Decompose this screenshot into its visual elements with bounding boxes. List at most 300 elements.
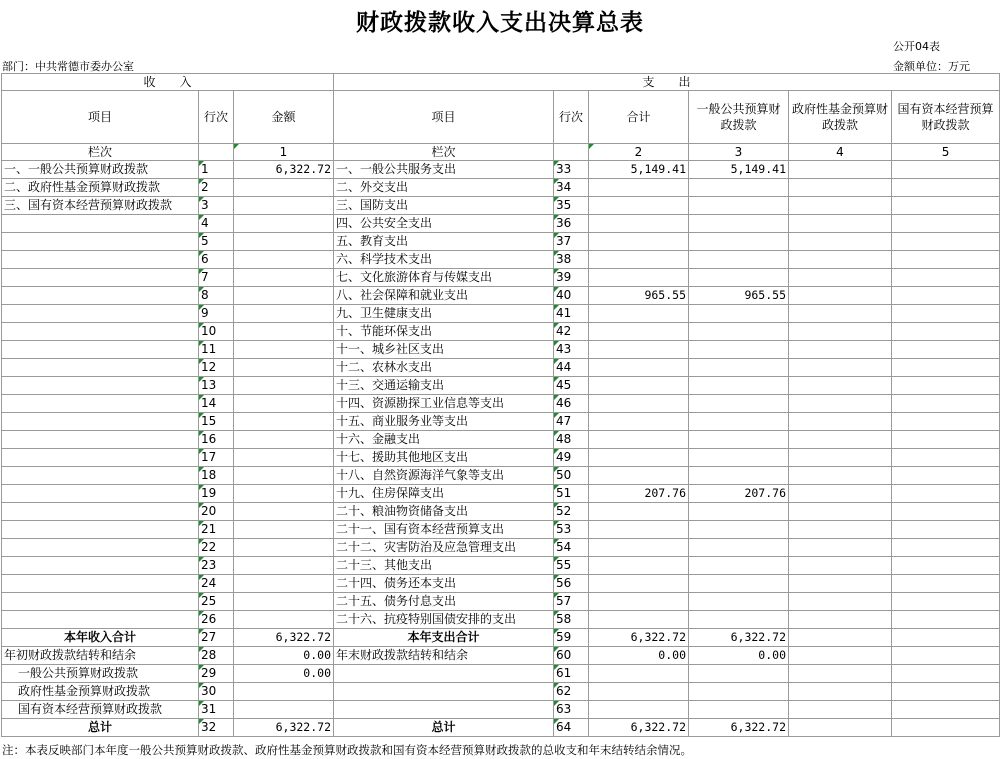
table-row [2, 503, 1000, 521]
income-line-no: 17 [199, 449, 234, 467]
income-line-no: 31 [199, 701, 234, 719]
expense-gpb: 965.55 [689, 287, 789, 305]
expense-gfb [789, 611, 892, 629]
expense-item: 二十、粮油物资储备支出 [334, 503, 554, 521]
expense-soc [892, 233, 1000, 251]
expense-total: 207.76 [589, 485, 689, 503]
expense-gfb [789, 593, 892, 611]
income-amount [234, 449, 334, 467]
income-line-no: 19 [199, 485, 234, 503]
expense-gpb [689, 323, 789, 341]
income-line-no: 9 [199, 305, 234, 323]
income-amount [234, 377, 334, 395]
income-amount [234, 593, 334, 611]
expense-line-no: 47 [554, 413, 589, 431]
expense-gpb [689, 683, 789, 701]
expense-soc [892, 485, 1000, 503]
expense-gfb [789, 395, 892, 413]
income-line-no: 32 [199, 719, 234, 737]
page-title: 财政拨款收入支出决算总表 [356, 10, 644, 36]
expense-item: 十三、交通运输支出 [334, 377, 554, 395]
expense-total [589, 251, 689, 269]
expense-total [589, 431, 689, 449]
income-item [2, 467, 199, 485]
table-row [2, 323, 1000, 341]
expense-total: 5,149.41 [589, 161, 689, 179]
expense-total [589, 557, 689, 575]
expense-soc [892, 629, 1000, 647]
income-amount: 0.00 [234, 647, 334, 665]
expense-gpb [689, 215, 789, 233]
expense-soc [892, 503, 1000, 521]
income-line-no: 27 [199, 629, 234, 647]
expense-soc [892, 323, 1000, 341]
income-item [2, 431, 199, 449]
expense-line-no: 36 [554, 215, 589, 233]
income-amount [234, 413, 334, 431]
expense-line-no: 57 [554, 593, 589, 611]
expense-soc [892, 611, 1000, 629]
expense-line-no: 51 [554, 485, 589, 503]
income-amount [234, 395, 334, 413]
income-line-no: 14 [199, 395, 234, 413]
income-amount [234, 485, 334, 503]
expense-total [589, 701, 689, 719]
income-amount [234, 287, 334, 305]
income-line-no: 12 [199, 359, 234, 377]
income-item: 年初财政拨款结转和结余 [2, 647, 199, 665]
expense-total [589, 269, 689, 287]
expense-total [589, 179, 689, 197]
expense-total [589, 593, 689, 611]
expense-gpb [689, 539, 789, 557]
expense-line-no: 37 [554, 233, 589, 251]
expense-gfb [789, 575, 892, 593]
income-line-no: 7 [199, 269, 234, 287]
income-item [2, 233, 199, 251]
expense-gpb [689, 305, 789, 323]
income-item: 三、国有资本经营预算财政拨款 [2, 197, 199, 215]
expense-total [589, 683, 689, 701]
income-amount-header: 金额 [234, 91, 334, 144]
expense-gpb [689, 593, 789, 611]
expense-total: 965.55 [589, 287, 689, 305]
income-item: 二、政府性基金预算财政拨款 [2, 179, 199, 197]
expense-gfb [789, 557, 892, 575]
col-num-2: 2 [589, 144, 689, 161]
expense-gfb [789, 521, 892, 539]
expense-gpb [689, 575, 789, 593]
department-label: 部门：中共常德市委办公室 [2, 60, 134, 73]
expense-gfb [789, 413, 892, 431]
income-item [2, 413, 199, 431]
expense-soc [892, 521, 1000, 539]
income-item: 政府性基金预算财政拨款 [2, 683, 199, 701]
income-item-header: 项目 [2, 91, 199, 144]
income-line-no: 8 [199, 287, 234, 305]
expense-gpb [689, 251, 789, 269]
income-amount [234, 359, 334, 377]
expense-line-no: 50 [554, 467, 589, 485]
income-item [2, 485, 199, 503]
expense-item: 五、教育支出 [334, 233, 554, 251]
expense-line-no: 59 [554, 629, 589, 647]
income-line-no: 26 [199, 611, 234, 629]
income-amount: 6,322.72 [234, 161, 334, 179]
expense-gfb [789, 287, 892, 305]
fiscal-appropriation-table [1, 73, 1000, 737]
income-item [2, 395, 199, 413]
table-row [2, 485, 1000, 503]
table-row [2, 215, 1000, 233]
expense-gfb [789, 647, 892, 665]
footnote: 注：本表反映部门本年度一般公共预算财政拨款、政府性基金预算财政拨款和国有资本经营预算财政拨款的总收支和年末结转结余情况。 [2, 743, 692, 757]
expense-total [589, 611, 689, 629]
expense-gpb [689, 701, 789, 719]
table-row [2, 179, 1000, 197]
table-row [2, 251, 1000, 269]
expense-line-no: 64 [554, 719, 589, 737]
expense-gfb [789, 215, 892, 233]
expense-gpb [689, 557, 789, 575]
expense-soc [892, 449, 1000, 467]
table-row [2, 449, 1000, 467]
expense-item: 七、文化旅游体育与传媒支出 [334, 269, 554, 287]
expense-line-no: 46 [554, 395, 589, 413]
expense-line-no: 54 [554, 539, 589, 557]
income-item [2, 557, 199, 575]
table-row [2, 287, 1000, 305]
expense-line-no: 55 [554, 557, 589, 575]
expense-total [589, 413, 689, 431]
income-amount: 6,322.72 [234, 719, 334, 737]
income-item [2, 593, 199, 611]
expense-line-no: 56 [554, 575, 589, 593]
income-item: 国有资本经营预算财政拨款 [2, 701, 199, 719]
column-row-label: 栏次 [334, 144, 554, 161]
expense-item: 十二、农林水支出 [334, 359, 554, 377]
expense-gpb: 5,149.41 [689, 161, 789, 179]
expense-total [589, 197, 689, 215]
expense-item: 九、卫生健康支出 [334, 305, 554, 323]
col-num-3: 3 [689, 144, 789, 161]
income-amount [234, 269, 334, 287]
table-row [2, 593, 1000, 611]
income-line-no: 16 [199, 431, 234, 449]
expense-line-no: 49 [554, 449, 589, 467]
expense-soc [892, 683, 1000, 701]
expense-item: 十七、援助其他地区支出 [334, 449, 554, 467]
table-row [2, 197, 1000, 215]
income-line-no: 4 [199, 215, 234, 233]
income-item [2, 611, 199, 629]
expense-gpb [689, 341, 789, 359]
expense-gfb [789, 197, 892, 215]
income-amount [234, 305, 334, 323]
table-row [2, 665, 1000, 683]
table-row [2, 359, 1000, 377]
expense-line-no: 45 [554, 377, 589, 395]
expense-line-no: 61 [554, 665, 589, 683]
expense-gpb [689, 611, 789, 629]
expense-gfb [789, 719, 892, 737]
expense-soc [892, 251, 1000, 269]
expense-line-no: 34 [554, 179, 589, 197]
expense-header: 支 出 [334, 74, 1000, 91]
table-row [2, 647, 1000, 665]
table-row [2, 683, 1000, 701]
income-item [2, 503, 199, 521]
expense-gfb [789, 323, 892, 341]
table-row [2, 467, 1000, 485]
expense-gpb [689, 665, 789, 683]
expense-item: 二十五、债务付息支出 [334, 593, 554, 611]
expense-line-no: 43 [554, 341, 589, 359]
expense-item: 年末财政拨款结转和结余 [334, 647, 554, 665]
income-amount [234, 539, 334, 557]
income-amount: 6,322.72 [234, 629, 334, 647]
expense-line-no: 39 [554, 269, 589, 287]
expense-gpb: 6,322.72 [689, 719, 789, 737]
table-row [2, 233, 1000, 251]
expense-line-no: 41 [554, 305, 589, 323]
expense-item: 总计 [334, 719, 554, 737]
expense-soc [892, 287, 1000, 305]
income-line-no: 21 [199, 521, 234, 539]
income-item [2, 269, 199, 287]
income-amount [234, 521, 334, 539]
expense-gfb [789, 161, 892, 179]
table-row [2, 269, 1000, 287]
income-amount [234, 341, 334, 359]
expense-line-no: 35 [554, 197, 589, 215]
income-amount: 0.00 [234, 665, 334, 683]
expense-item: 十、节能环保支出 [334, 323, 554, 341]
expense-gfb [789, 341, 892, 359]
expense-gfb [789, 449, 892, 467]
expense-total [589, 467, 689, 485]
expense-soc [892, 665, 1000, 683]
expense-item: 十九、住房保障支出 [334, 485, 554, 503]
income-item [2, 521, 199, 539]
expense-total: 0.00 [589, 647, 689, 665]
expense-total: 6,322.72 [589, 629, 689, 647]
expense-gfb [789, 233, 892, 251]
table-row [2, 629, 1000, 647]
income-item [2, 359, 199, 377]
income-line-no: 1 [199, 161, 234, 179]
income-line-no: 10 [199, 323, 234, 341]
expense-total: 6,322.72 [589, 719, 689, 737]
table-row [2, 521, 1000, 539]
expense-line-no: 62 [554, 683, 589, 701]
expense-total [589, 233, 689, 251]
income-line-no: 29 [199, 665, 234, 683]
gpb-header: 一般公共预算财政拨款 [689, 91, 789, 144]
expense-gfb [789, 701, 892, 719]
expense-item: 八、社会保障和就业支出 [334, 287, 554, 305]
expense-line-header: 行次 [554, 91, 589, 144]
expense-line-no: 53 [554, 521, 589, 539]
expense-line-no: 48 [554, 431, 589, 449]
expense-line-no: 44 [554, 359, 589, 377]
expense-item: 一、一般公共服务支出 [334, 161, 554, 179]
expense-total [589, 539, 689, 557]
expense-gpb [689, 413, 789, 431]
expense-gfb [789, 485, 892, 503]
table-row [2, 305, 1000, 323]
expense-gfb [789, 305, 892, 323]
expense-soc [892, 557, 1000, 575]
expense-gfb [789, 467, 892, 485]
income-item [2, 305, 199, 323]
expense-gpb [689, 395, 789, 413]
income-item: 一般公共预算财政拨款 [2, 665, 199, 683]
expense-total [589, 575, 689, 593]
table-row [2, 413, 1000, 431]
expense-line-no: 38 [554, 251, 589, 269]
expense-total [589, 323, 689, 341]
table-row [2, 341, 1000, 359]
expense-item: 十四、资源勘探工业信息等支出 [334, 395, 554, 413]
expense-soc [892, 593, 1000, 611]
total-header: 合计 [589, 91, 689, 144]
income-amount [234, 215, 334, 233]
expense-item: 六、科学技术支出 [334, 251, 554, 269]
expense-gpb: 0.00 [689, 647, 789, 665]
income-amount [234, 503, 334, 521]
expense-soc [892, 395, 1000, 413]
expense-soc [892, 413, 1000, 431]
income-item [2, 575, 199, 593]
expense-line-no: 40 [554, 287, 589, 305]
income-item [2, 251, 199, 269]
income-item: 一、一般公共预算财政拨款 [2, 161, 199, 179]
expense-item: 三、国防支出 [334, 197, 554, 215]
expense-gfb [789, 377, 892, 395]
income-item [2, 323, 199, 341]
income-line-no: 18 [199, 467, 234, 485]
expense-gfb [789, 503, 892, 521]
col-num-4: 4 [789, 144, 892, 161]
expense-gpb [689, 503, 789, 521]
expense-line-no: 42 [554, 323, 589, 341]
income-item: 本年收入合计 [2, 629, 199, 647]
income-line-no: 11 [199, 341, 234, 359]
expense-soc [892, 305, 1000, 323]
income-line-no: 28 [199, 647, 234, 665]
income-amount [234, 197, 334, 215]
expense-gpb [689, 233, 789, 251]
income-item [2, 341, 199, 359]
income-item [2, 377, 199, 395]
column-row-label: 栏次 [2, 144, 199, 161]
expense-item [334, 701, 554, 719]
expense-total [589, 665, 689, 683]
expense-total [589, 341, 689, 359]
expense-soc [892, 719, 1000, 737]
table-row [2, 431, 1000, 449]
expense-gfb [789, 665, 892, 683]
expense-gfb [789, 431, 892, 449]
expense-gfb [789, 179, 892, 197]
income-item [2, 449, 199, 467]
table-row [2, 575, 1000, 593]
income-amount [234, 611, 334, 629]
expense-soc [892, 197, 1000, 215]
expense-line-no: 63 [554, 701, 589, 719]
expense-gfb [789, 683, 892, 701]
gfb-header: 政府性基金预算财政拨款 [789, 91, 892, 144]
income-line-no: 23 [199, 557, 234, 575]
expense-soc [892, 647, 1000, 665]
expense-soc [892, 467, 1000, 485]
expense-gfb [789, 251, 892, 269]
income-amount [234, 179, 334, 197]
income-amount [234, 683, 334, 701]
table-row [2, 719, 1000, 737]
expense-item: 二十六、抗疫特别国债安排的支出 [334, 611, 554, 629]
expense-total [589, 305, 689, 323]
expense-soc [892, 179, 1000, 197]
expense-gfb [789, 629, 892, 647]
income-amount [234, 251, 334, 269]
income-amount [234, 431, 334, 449]
expense-item: 二、外交支出 [334, 179, 554, 197]
income-item: 总计 [2, 719, 199, 737]
expense-soc [892, 377, 1000, 395]
expense-soc [892, 215, 1000, 233]
income-amount [234, 233, 334, 251]
expense-item: 十六、金融支出 [334, 431, 554, 449]
income-item [2, 539, 199, 557]
expense-total [589, 449, 689, 467]
expense-total [589, 215, 689, 233]
expense-gpb [689, 467, 789, 485]
expense-item: 四、公共安全支出 [334, 215, 554, 233]
income-line-no: 15 [199, 413, 234, 431]
col-num-1: 1 [234, 144, 334, 161]
income-line-no: 6 [199, 251, 234, 269]
expense-total [589, 395, 689, 413]
expense-soc [892, 539, 1000, 557]
expense-total [589, 359, 689, 377]
table-row [2, 611, 1000, 629]
income-line-header: 行次 [199, 91, 234, 144]
expense-soc [892, 341, 1000, 359]
income-line-no: 3 [199, 197, 234, 215]
income-line-no: 25 [199, 593, 234, 611]
expense-soc [892, 701, 1000, 719]
income-header: 收 入 [2, 74, 334, 91]
expense-item: 二十四、债务还本支出 [334, 575, 554, 593]
expense-gpb: 6,322.72 [689, 629, 789, 647]
income-line-no: 20 [199, 503, 234, 521]
expense-gpb [689, 197, 789, 215]
expense-item: 十八、自然资源海洋气象等支出 [334, 467, 554, 485]
expense-soc [892, 269, 1000, 287]
table-row [2, 377, 1000, 395]
expense-gfb [789, 539, 892, 557]
expense-line-no: 33 [554, 161, 589, 179]
income-line-no: 5 [199, 233, 234, 251]
table-row [2, 161, 1000, 179]
expense-gpb [689, 359, 789, 377]
expense-item-header: 项目 [334, 91, 554, 144]
unit-label: 金额单位：万元 [893, 60, 970, 73]
expense-item: 本年支出合计 [334, 629, 554, 647]
expense-gpb [689, 269, 789, 287]
